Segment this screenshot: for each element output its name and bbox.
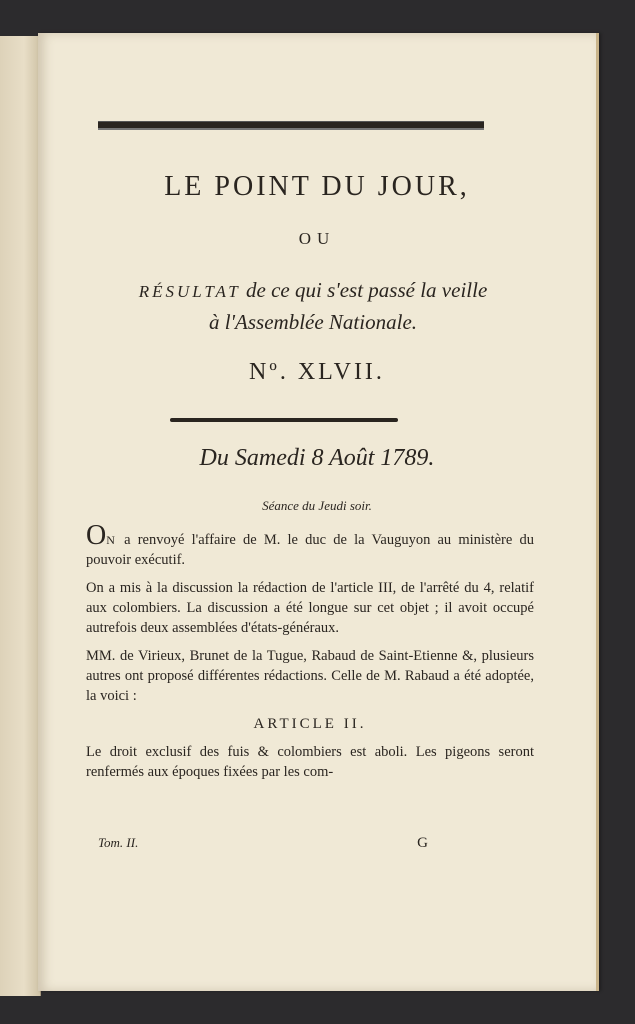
paragraph-1-text: a renvoyé l'affaire de M. le duc de la Vauguyon au ministère du pouvoir exécutif. bbox=[86, 532, 534, 568]
top-rule bbox=[98, 121, 484, 130]
drop-cap-tail: N bbox=[106, 533, 117, 547]
signature-mark: G bbox=[417, 835, 428, 851]
facing-page-edge bbox=[0, 36, 41, 996]
paragraph-1 bbox=[86, 520, 534, 570]
issue-date: Du Samedi 8 Août 1789. bbox=[199, 445, 435, 471]
drop-cap: O bbox=[86, 520, 107, 551]
subtitle-line-2: à l'Assemblée Nationale. bbox=[208, 310, 418, 334]
paragraph-4: Le droit exclusif des fuis & colombiers est aboli. Les pigeons seront renfermés aux époques fixées par les com- bbox=[86, 744, 534, 780]
session-heading: Séance du Jeudi soir. bbox=[262, 498, 372, 513]
page-footer bbox=[98, 835, 428, 852]
volume-label: Tom. II. bbox=[98, 835, 139, 850]
middle-rule bbox=[170, 418, 398, 422]
paragraph-3: MM. de Virieux, Brunet de la Tugue, Rabaud de Saint-Etienne &, plusieurs autres ont proposé différentes rédactions. Celle de M. Rabaud a été adoptée, la voici : bbox=[86, 648, 534, 704]
subtitle-line-1: de ce qui s'est passé la veille bbox=[240, 278, 488, 302]
issue-number: Nº. XLVII. bbox=[249, 359, 385, 385]
journal-title: LE POINT DU JOUR, bbox=[164, 171, 470, 202]
article-heading: ARTICLE II. bbox=[253, 716, 367, 732]
journal-subtitle bbox=[68, 275, 558, 337]
article-body bbox=[86, 520, 534, 790]
subtitle-caps: RÉSULTAT bbox=[138, 282, 241, 301]
paragraph-2: On a mis à la discussion la rédaction de l'article III, de l'arrêté du 4, relatif aux colombiers. La discussion a été longue sur cet objet ; il avoit occupé autrefois deux assemblées d'états-généraux. bbox=[86, 580, 534, 636]
book-page bbox=[38, 33, 599, 991]
title-conjunction: OU bbox=[298, 229, 336, 248]
